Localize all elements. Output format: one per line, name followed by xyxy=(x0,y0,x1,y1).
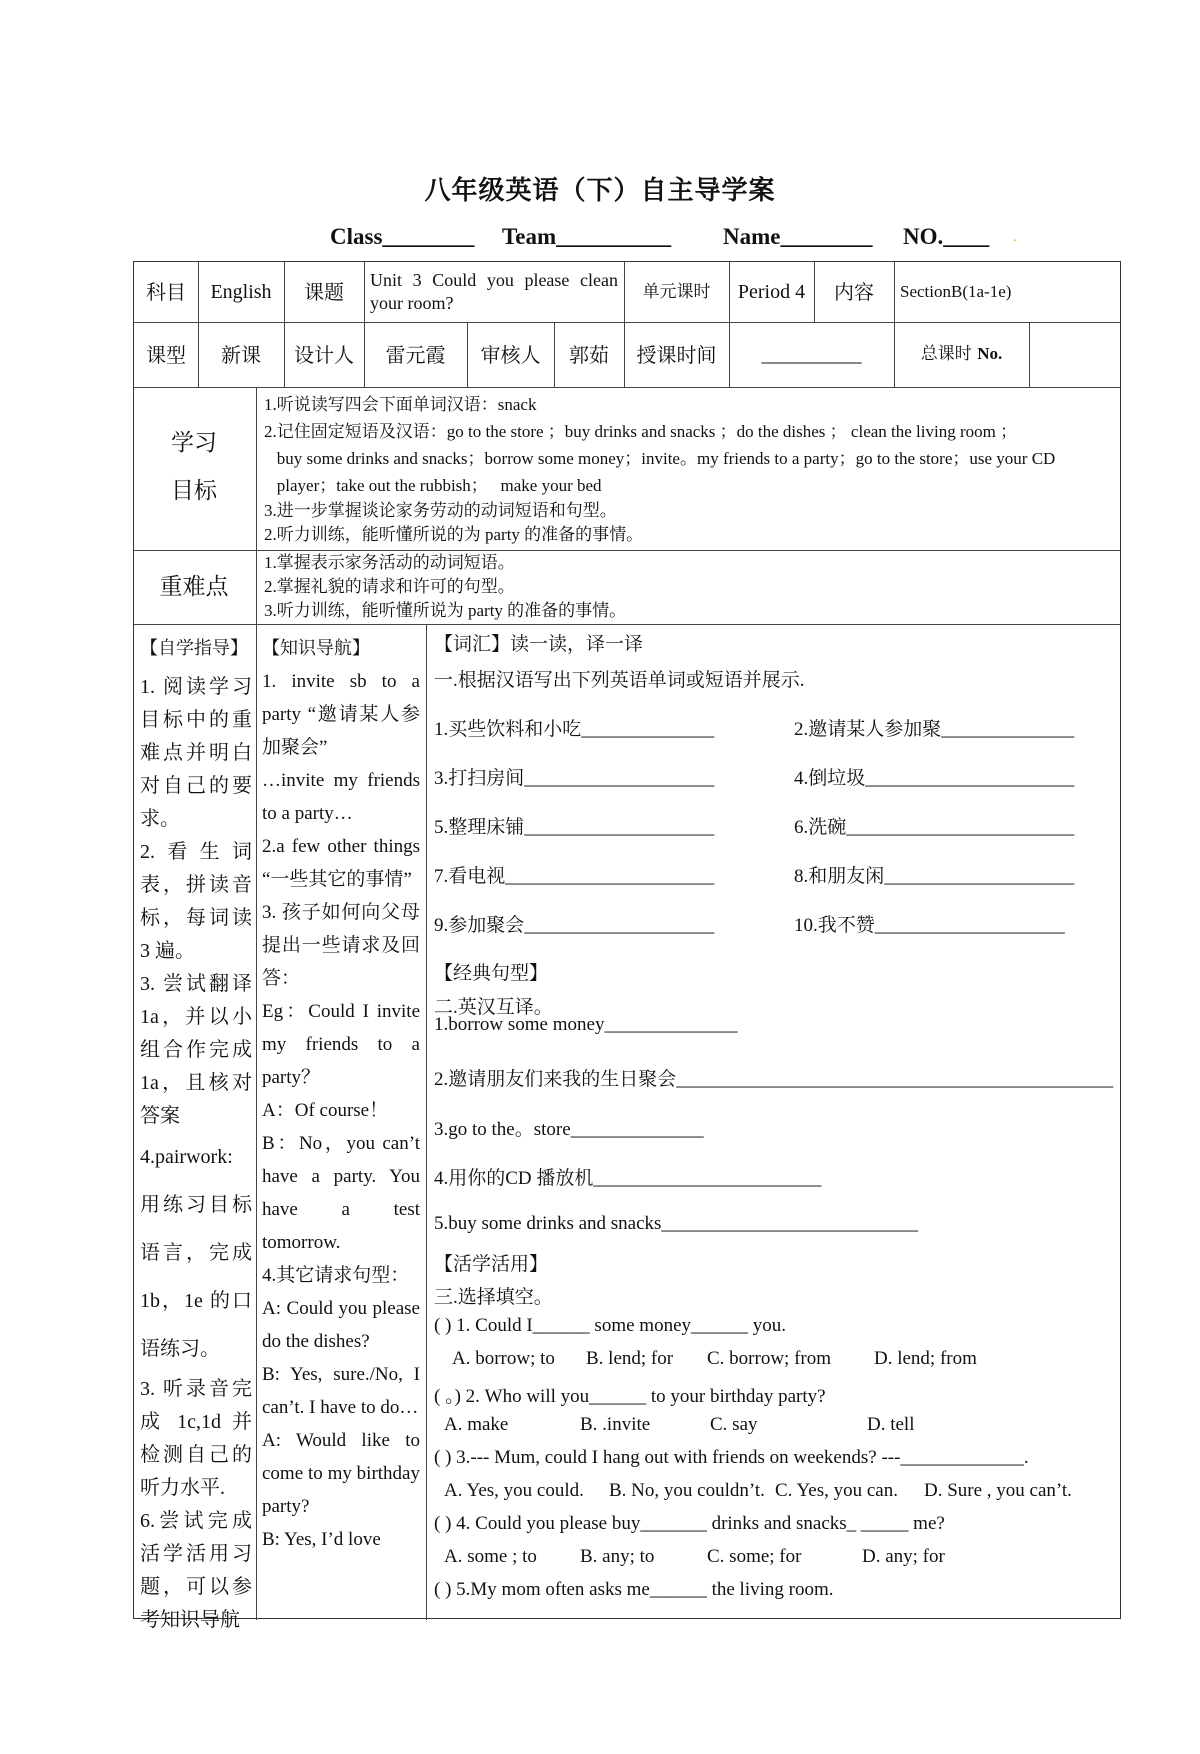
stray-dot: . xyxy=(1013,230,1017,245)
knowledge-item: A: Could you please do the dishes? xyxy=(262,1298,420,1352)
lesson-plan-table xyxy=(133,261,1121,1631)
question: ( ) 5.My mom often asks me______ the living room. xyxy=(434,1579,834,1600)
vocab-item: 10.我不赞____________________ xyxy=(794,915,1065,936)
sentence-item: 5.buy some drinks and snacks___________________________ xyxy=(434,1213,918,1234)
goal-line: buy some drinks and snacks；borrow some money；invite。my friends to a party；go to the store；use your CD xyxy=(264,449,1056,468)
sentence-item: 4.用你的CD 播放机________________________ xyxy=(434,1168,822,1189)
practice-heading: 【活学活用】 xyxy=(434,1253,549,1275)
question-option: B. .invite xyxy=(580,1414,651,1435)
self-study-item: 2.看生词表，拼读音标，每词读 3 遍。 xyxy=(140,841,252,962)
vocab-item: 5.整理床铺____________________ xyxy=(434,817,715,838)
goals-text xyxy=(264,391,1114,547)
self-study-item: 3. 尝试翻译 1a，并以小组合作完成 1a，且核对答案 xyxy=(140,973,252,1127)
self-study-heading: 【自学指导】 xyxy=(140,638,248,659)
knowledge-item: A: Would like to come to my birthday party? xyxy=(262,1430,420,1517)
student-info-line xyxy=(330,224,1090,254)
self-study-item: 1. 阅读学习目标中的重难点并明白对自己的要求。 xyxy=(140,676,252,830)
question-option: A. borrow; to xyxy=(452,1348,555,1369)
question-option: A. Yes, you could. xyxy=(444,1480,584,1501)
subject-label: 科目 xyxy=(146,280,186,304)
total-lessons-value: No. xyxy=(977,344,1003,364)
topic-label: 课题 xyxy=(304,280,344,304)
vocab-instruction: 一.根据汉语写出下列英语单词或短语并展示. xyxy=(434,670,805,691)
goals-label-line2: 目标 xyxy=(171,478,217,504)
question: ( ) 3.--- Mum, could I hang out with friends on weekends? ---_____________. xyxy=(434,1447,1029,1468)
content-value: SectionB(1a-1e) xyxy=(900,281,1012,301)
key-points-label: 重难点 xyxy=(159,574,229,600)
vocab-item: 1.买些饮料和小吃______________ xyxy=(434,719,715,740)
vocab-item: 8.和朋友闲____________________ xyxy=(794,866,1075,887)
teaching-time-value: __________ xyxy=(761,343,862,366)
knowledge-item: 4.其它请求句型： xyxy=(262,1265,410,1286)
goal-line: 3.进一步掌握谈论家务劳动的动词短语和句型。 xyxy=(264,501,617,520)
knowledge-item: 3. 孩子如何向父母提出一些请求及回答： xyxy=(262,902,420,989)
self-study-item: 3. 听录音完成 1c,1d 并检测自己的听力水平. xyxy=(140,1378,252,1499)
question-option: B. lend; for xyxy=(586,1348,674,1369)
question: ( 。) 2. Who will you______ to your birthday party? xyxy=(434,1386,826,1407)
self-study-item: 4.pairwork:用练习目标语言，完成 1b，1e 的口语练习。 xyxy=(140,1146,252,1360)
sentences-heading: 【经典句型】 xyxy=(434,962,549,984)
goal-line: 2.听力训练，能听懂所说的为 party 的准备的事情。 xyxy=(264,525,644,544)
question-option: D. tell xyxy=(867,1414,915,1435)
question-option: D. any; for xyxy=(862,1546,945,1567)
vocab-item: 9.参加聚会____________________ xyxy=(434,915,715,936)
question-option: B. No, you couldn’t. xyxy=(609,1480,765,1501)
goal-line: 1.听说读写四会下面单词汉语：snack xyxy=(264,395,537,414)
key-point-line: 1.掌握表示家务活动的动词短语。 xyxy=(264,553,515,572)
goals-label-line1: 学习 xyxy=(171,430,217,456)
sentence-item: 3.go to the。store______________ xyxy=(434,1119,704,1140)
question-option: B. any; to xyxy=(580,1546,655,1567)
self-study-column xyxy=(140,632,252,1637)
vocab-heading: 【词汇】读一读，译一译 xyxy=(434,633,644,655)
total-lessons xyxy=(894,322,1029,387)
question-option: A. some ; to xyxy=(444,1546,537,1567)
vocab-item: 7.看电视______________________ xyxy=(434,866,715,887)
class-field: Class________ xyxy=(330,224,475,249)
teaching-time-label: 授课时间 xyxy=(636,342,717,367)
total-lessons-label: 总课时 xyxy=(920,344,972,365)
knowledge-item: …invite my friends to a party… xyxy=(262,770,420,824)
sentence-item: 2.邀请朋友们来我的生日聚会______________________________________________ xyxy=(434,1069,1114,1090)
knowledge-item: B：No，you can’t have a party. You have a test tomorrow. xyxy=(262,1133,420,1253)
team-field: Team__________ xyxy=(502,224,672,249)
topic-value: Unit 3 Could you please clean your room? xyxy=(370,269,618,313)
reviewer-value: 郭茹 xyxy=(569,342,609,367)
knowledge-item: 1. invite sb to a party “邀请某人参加聚会” xyxy=(262,671,420,758)
reviewer-label: 审核人 xyxy=(480,342,541,367)
knowledge-item: Eg：Could I invite my friends to a party？ xyxy=(262,1001,420,1088)
question-option: C. some; for xyxy=(707,1546,802,1567)
lesson-type-label: 课型 xyxy=(146,342,186,367)
unit-period-value: Period 4 xyxy=(737,281,806,303)
subject-value: English xyxy=(210,281,272,303)
unit-period-label: 单元课时 xyxy=(642,281,711,302)
question-option: C. say xyxy=(710,1414,758,1435)
question-option: C. borrow; from xyxy=(707,1348,832,1369)
question: ( ) 4. Could you please buy_______ drinks and snacks_ _____ me? xyxy=(434,1513,945,1534)
vocab-item: 3.打扫房间____________________ xyxy=(434,768,715,789)
knowledge-item: 2.a few other things “一些其它的事情” xyxy=(262,836,420,890)
key-point-line: 3.听力训练，能听懂所说为 party 的准备的事情。 xyxy=(264,601,627,620)
name-field: Name________ xyxy=(723,224,873,249)
key-points-text xyxy=(264,551,1114,623)
knowledge-column xyxy=(262,632,420,1556)
number-field: NO.____ xyxy=(903,224,990,249)
knowledge-item: B: Yes, sure./No, I can’t. I have to do… xyxy=(262,1364,420,1418)
practice-instruction: 三.选择填空。 xyxy=(434,1287,553,1308)
goal-line: player；take out the rubbish； make your bed xyxy=(264,476,602,495)
sentences-instruction: 二.英汉互译。 xyxy=(434,997,553,1018)
lesson-type-value: 新课 xyxy=(221,342,261,367)
vocab-item: 2.邀请某人参加聚______________ xyxy=(794,719,1075,740)
question: ( ) 1. Could I______ some money______ you. xyxy=(434,1315,787,1336)
vocab-item: 4.倒垃圾______________________ xyxy=(794,768,1075,789)
page-title: 八年级英语（下）自主导学案 xyxy=(424,176,776,206)
designer-value: 雷元霞 xyxy=(385,342,446,367)
question-option: A. make xyxy=(444,1414,509,1435)
question-option: D. Sure , you can’t. xyxy=(924,1480,1072,1501)
designer-label: 设计人 xyxy=(294,342,354,367)
question-option: D. lend; from xyxy=(874,1348,977,1369)
content-label: 内容 xyxy=(834,280,874,304)
sentence-item: 1.borrow some money______________ xyxy=(434,1014,738,1035)
vocab-item: 6.洗碗________________________ xyxy=(794,817,1075,838)
knowledge-item: A：Of course！ xyxy=(262,1100,389,1121)
key-point-line: 2.掌握礼貌的请求和许可的句型。 xyxy=(264,577,515,596)
goal-line: 2.记住固定短语及汉语：go to the store ；buy drinks and snacks ；do the dishes ； clean the living room ； xyxy=(264,422,1018,441)
question-option: C. Yes, you can. xyxy=(775,1480,898,1501)
knowledge-heading: 【知识导航】 xyxy=(262,638,370,659)
knowledge-item: B: Yes, I’d love xyxy=(262,1529,381,1550)
self-study-item: 6.尝试完成活学活用习题，可以参考知识导航 xyxy=(140,1510,252,1631)
